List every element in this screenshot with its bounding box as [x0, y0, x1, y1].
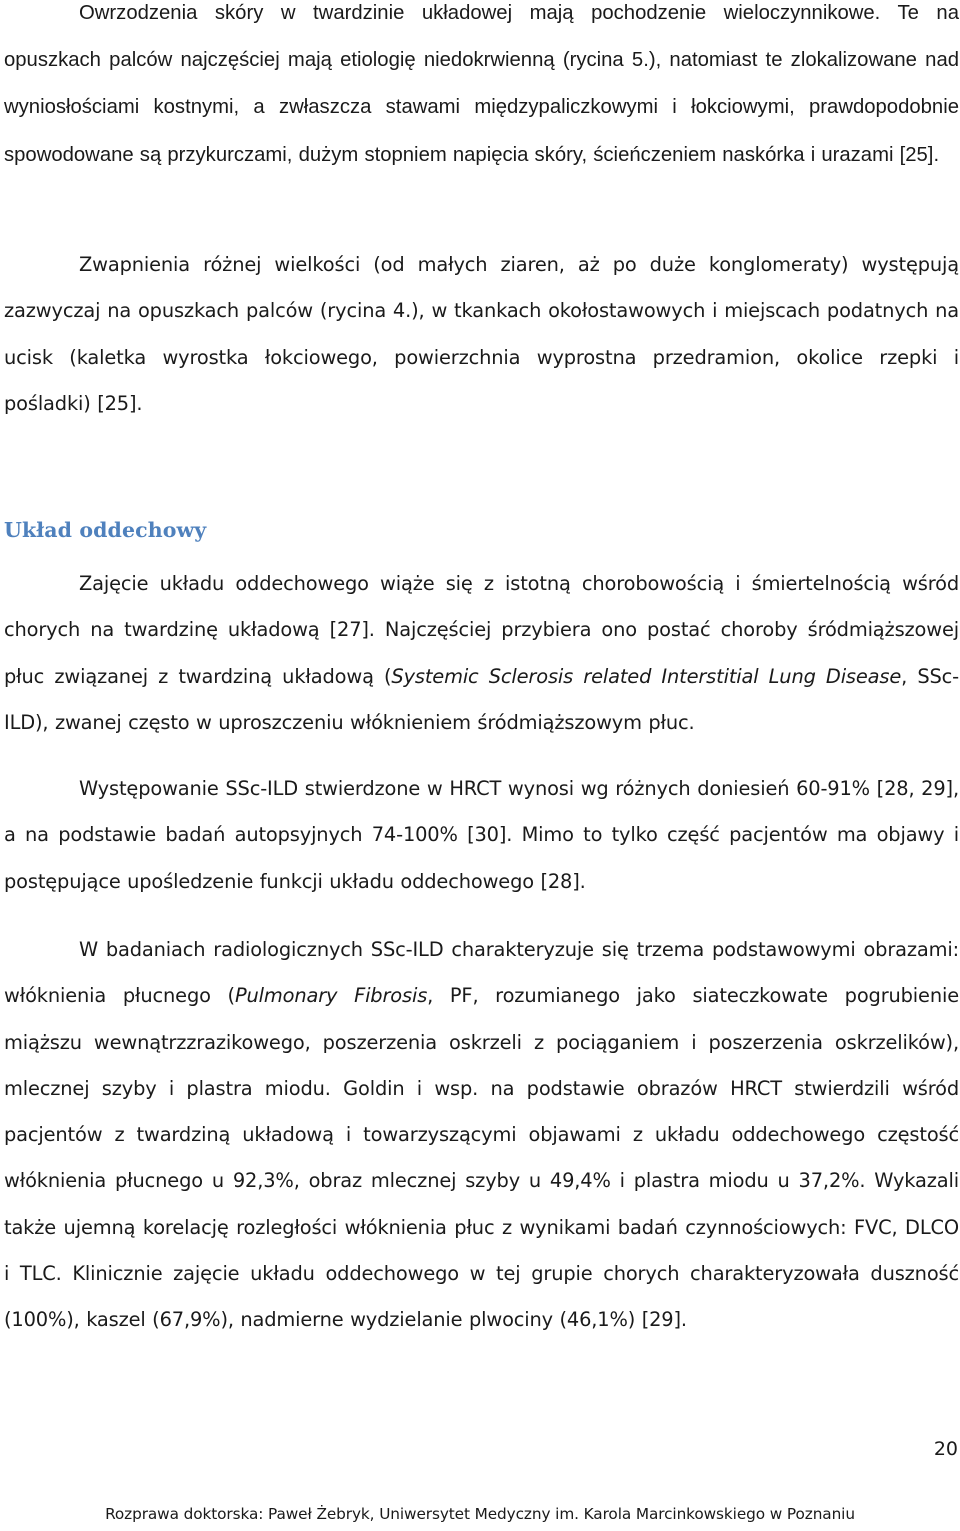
paragraph-text: , SSc-ILD), zwanej często w uproszczeniu włóknieniem śródmiąższowym płuc. — [4, 664, 960, 734]
paragraph-skin-ulcers: Owrzodzenia skóry w twardzinie układowej mają pochodzenie wieloczynnikowe. Te na opuszkach palców najczęściej mają etiologię niedokrwienną (rycina 5.), natomiast te zlokalizowane nad wyniosłościami kostnymi, a zwłaszcza stawami międzypaliczkowymi i łokciowymi, prawdopodobnie spowodowane są przykurczami, dużym stopniem napięcia skóry, ścieńczeniem naskórka i urazami [25]. — [4, 2, 959, 166]
paragraph-calcifications: Zwapnienia różnej wielkości (od małych ziaren, aż po duże konglomeraty) występują zazwyczaj na opuszkach palców (rycina 4.), w tkankach okołostawowych i miejscach podatnych na ucisk (kaletka wyrostka łokciowego, powierzchnia wyprostna przedramion, okolice rzepki i pośladki) [25]. — [4, 253, 959, 415]
paragraph-text: W badaniach radiologicznych SSc-ILD charakteryzuje się trzema podstawowymi obrazami: włóknienia płucnego ( — [4, 938, 959, 1008]
paragraph-ssc-ild-prevalence: Występowanie SSc-ILD stwierdzone w HRCT wynosi wg różnych doniesień 60-91% [28, 29], a na podstawie badań autopsyjnych 74-100% [30]. Mimo to tylko część pacjentów ma objawy i postępujące upośledzenie funkcji układu oddechowego [28]. — [4, 777, 959, 893]
section-heading: Układ oddechowy — [4, 518, 207, 542]
paragraph-respiratory-involvement — [4, 561, 959, 746]
italic-term: Pulmonary Fibrosis — [234, 984, 428, 1008]
paragraph-text: Zajęcie układu oddechowego wiąże się z istotną chorobowością i śmiertelnością wśród chorych na twardzinę układową [27]. Najczęściej przybiera ono postać choroby śródmiąższowej płuc związanej z twardziną układową ( — [4, 572, 959, 688]
italic-term: Systemic Sclerosis related Interstitial Lung Disease — [391, 664, 902, 688]
paragraph-radiology — [4, 927, 959, 1344]
page-number: 20 — [933, 1438, 958, 1460]
page-footer: Rozprawa doktorska: Paweł Żebryk, Uniwersytet Medyczny im. Karola Marcinkowskiego w Poznaniu — [105, 1505, 855, 1523]
paragraph-text: , PF, rozumianego jako siateczkowate pogrubienie miąższu wewnątrzzrazikowego, poszerzenia oskrzeli z pociąganiem i poszerzenia oskrzelików), mlecznej szyby i plastra miodu. Goldin i wsp. na podstawie obrazów HRCT stwierdzili wśród pacjentów z twardziną układową i towarzyszącymi objawami z układu oddechowego częstość włóknienia płucnego u 92,3%, obraz mlecznej szyby u 49,4% i plastra miodu u 37,2%. Wykazali także ujemną korelację rozległości włóknienia płuc z wynikami badań czynnościowych: FVC, DLCO i TLC. Klinicznie zajęcie układu oddechowego w tej grupie chorych charakteryzowała duszność (100%), kaszel (67,9%), nadmierne wydzielanie plwociny (46,1%) [29]. — [4, 984, 959, 1332]
